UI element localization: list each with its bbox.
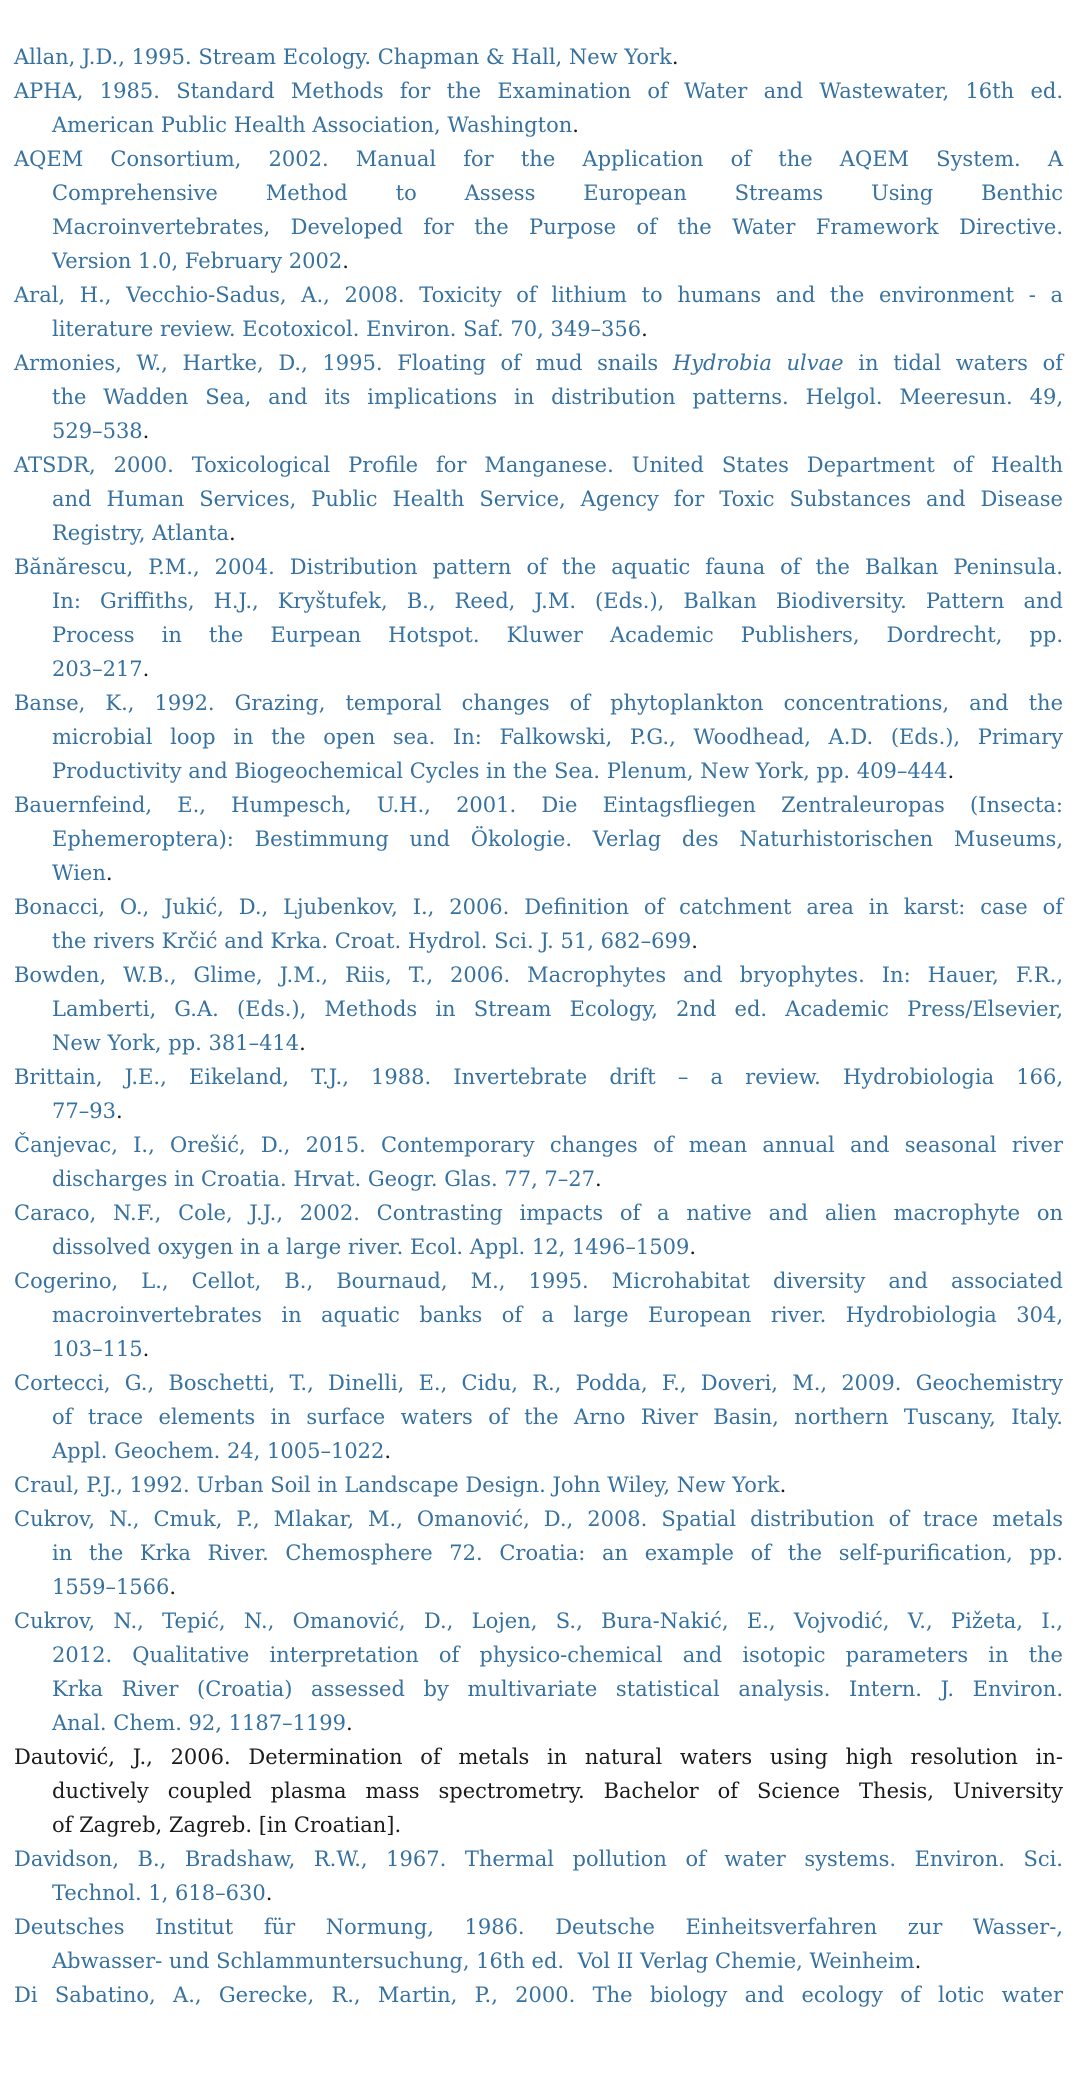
reference-line — [14, 40, 1063, 74]
reference-link[interactable]: New York, pp. 381–414 — [52, 1031, 300, 1055]
reference-line — [14, 1536, 1063, 1570]
reference-line — [14, 550, 1063, 584]
reference-link[interactable]: in the Krka River. Chemosphere 72. Croatia: an example of the self-purification, pp. — [52, 1541, 1063, 1565]
reference-line — [14, 142, 1063, 176]
reference-entry — [14, 1978, 1063, 2012]
reference-entry — [14, 1060, 1063, 1128]
reference-text: . — [595, 1167, 602, 1191]
reference-link[interactable]: Bănărescu, P.M., 2004. Distribution pattern of the aquatic fauna of the Balkan Peninsula. — [14, 555, 1063, 579]
reference-line — [14, 1264, 1063, 1298]
reference-entry — [14, 958, 1063, 1060]
reference-link[interactable]: Deutsches Institut für Normung, 1986. Deutsche Einheitsverfahren zur Wasser-, — [14, 1915, 1063, 1939]
reference-line — [14, 1978, 1063, 2012]
reference-link[interactable]: and Human Services, Public Health Service, Agency for Toxic Substances and Disease — [52, 487, 1063, 511]
reference-text: . — [346, 1711, 353, 1735]
reference-entry — [14, 346, 1063, 448]
reference-link[interactable]: Banse, K., 1992. Grazing, temporal changes of phytoplankton concentrations, and the — [14, 691, 1063, 715]
reference-line — [14, 1332, 1063, 1366]
reference-entry — [14, 1740, 1063, 1842]
reference-text: . — [142, 1337, 150, 1361]
reference-link[interactable]: In: Griffiths, H.J., Kryštufek, B., Reed, J.M. (Eds.), Balkan Biodiversity. Pattern and — [52, 589, 1063, 613]
reference-line — [14, 1774, 1063, 1808]
reference-link[interactable]: 203–217 — [52, 657, 143, 681]
reference-text: . — [384, 1439, 392, 1463]
reference-link[interactable]: Bowden, W.B., Glime, J.M., Riis, T., 2006. Macrophytes and bryophytes. In: Hauer, F.R., — [14, 963, 1063, 987]
reference-link[interactable]: Ephemeroptera): Bestimmung und Ökologie. Verlag des Naturhistorischen Museums, — [52, 827, 1063, 851]
reference-line — [14, 1400, 1063, 1434]
reference-entry — [14, 1842, 1063, 1910]
reference-link[interactable]: American Public Health Association, Washington — [52, 113, 573, 137]
reference-link[interactable]: Caraco, N.F., Cole, J.J., 2002. Contrasting impacts of a native and alien macrophyte on — [14, 1201, 1063, 1225]
reference-line — [14, 414, 1063, 448]
reference-line — [14, 1502, 1063, 1536]
reference-line — [14, 788, 1063, 822]
reference-link[interactable]: macroinvertebrates in aquatic banks of a large European river. Hydrobiologia 304, — [52, 1303, 1063, 1327]
reference-link[interactable]: Technol. 1, 618–630 — [52, 1881, 266, 1905]
reference-text: . — [947, 759, 955, 783]
reference-entry — [14, 1264, 1063, 1366]
reference-text: . — [265, 1881, 273, 1905]
reference-link[interactable]: Allan, J.D., 1995. Stream Ecology. Chapman & Hall, New York — [14, 45, 672, 69]
reference-entry — [14, 1910, 1063, 1978]
reference-text: . — [691, 929, 698, 953]
reference-link[interactable]: 2012. Qualitative interpretation of physico-chemical and isotopic parameters in the — [52, 1643, 1063, 1667]
reference-entry — [14, 686, 1063, 788]
reference-link[interactable]: Hydrobia ulvae — [672, 351, 844, 375]
reference-line — [14, 686, 1063, 720]
reference-line — [14, 1876, 1063, 1910]
reference-entry — [14, 1366, 1063, 1468]
reference-text: . — [342, 249, 349, 273]
reference-line — [14, 1230, 1063, 1264]
reference-line — [14, 1638, 1063, 1672]
reference-line — [14, 1434, 1063, 1468]
reference-entry — [14, 142, 1063, 278]
reference-line — [14, 1604, 1063, 1638]
reference-text: . — [105, 861, 113, 885]
reference-line — [14, 176, 1063, 210]
reference-line — [14, 720, 1063, 754]
reference-line — [14, 380, 1063, 414]
reference-link[interactable]: Cortecci, G., Boschetti, T., Dinelli, E., Cidu, R., Podda, F., Doveri, M., 2009. Geochemistry — [14, 1371, 1063, 1395]
reference-link[interactable]: Di Sabatino, A., Gerecke, R., Martin, P., 2000. The biology and ecology of lotic water — [14, 1983, 1063, 2007]
reference-entry — [14, 1468, 1063, 1502]
reference-text: . — [779, 1473, 787, 1497]
reference-line — [14, 516, 1063, 550]
reference-text: . — [115, 1099, 123, 1123]
reference-entry — [14, 1196, 1063, 1264]
reference-line — [14, 1366, 1063, 1400]
reference-link[interactable]: 1559–1566 — [52, 1575, 170, 1599]
reference-line — [14, 1910, 1063, 1944]
reference-line — [14, 1026, 1063, 1060]
reference-link[interactable]: 529–538 — [52, 419, 143, 443]
reference-line — [14, 1740, 1063, 1774]
reference-link[interactable]: the Wadden Sea, and its implications in distribution patterns. Helgol. Meeresun. 49, — [52, 385, 1063, 409]
reference-line — [14, 312, 1063, 346]
reference-text: . — [169, 1575, 177, 1599]
reference-line — [14, 1128, 1063, 1162]
reference-link[interactable]: Productivity and Biogeochemical Cycles in the Sea. Plenum, New York, pp. 409–444 — [52, 759, 948, 783]
reference-link[interactable]: microbial loop in the open sea. In: Falkowski, P.G., Woodhead, A.D. (Eds.), Primary — [52, 725, 1063, 749]
reference-text: . — [229, 521, 236, 545]
reference-line — [14, 958, 1063, 992]
reference-link[interactable]: Registry, Atlanta — [52, 521, 230, 545]
reference-link[interactable]: Version 1.0, February 2002 — [52, 249, 343, 273]
reference-link[interactable]: of trace elements in surface waters of the Arno River Basin, northern Tuscany, Italy. — [52, 1405, 1063, 1429]
reference-entry — [14, 1128, 1063, 1196]
reference-line — [14, 74, 1063, 108]
reference-entry — [14, 550, 1063, 686]
reference-line — [14, 346, 1063, 380]
reference-link[interactable]: Krka River (Croatia) assessed by multivariate statistical analysis. Intern. J. Environ. — [52, 1677, 1063, 1701]
reference-link[interactable]: Lamberti, G.A. (Eds.), Methods in Stream Ecology, 2nd ed. Academic Press/Elsevier, — [52, 997, 1063, 1021]
reference-link[interactable]: 103–115 — [52, 1337, 143, 1361]
reference-entry — [14, 448, 1063, 550]
reference-entry — [14, 74, 1063, 142]
reference-text: . — [671, 45, 679, 69]
reference-link[interactable]: ATSDR, 2000. Toxicological Profile for Manganese. United States Department of Health — [14, 453, 1063, 477]
reference-entry — [14, 278, 1063, 346]
reference-line — [14, 754, 1063, 788]
reference-link[interactable]: Bauernfeind, E., Humpesch, U.H., 2001. Die Eintagsfliegen Zentraleuropas (Insecta: — [14, 793, 1063, 817]
reference-entry — [14, 1604, 1063, 1740]
reference-entry — [14, 890, 1063, 958]
reference-text: . — [914, 1949, 922, 1973]
reference-text: . — [299, 1031, 306, 1055]
reference-link[interactable]: Macroinvertebrates, Developed for the Purpose of the Water Framework Directive. — [52, 215, 1063, 239]
reference-text: . — [142, 419, 150, 443]
reference-line — [14, 1298, 1063, 1332]
reference-line — [14, 448, 1063, 482]
reference-link[interactable]: Bonacci, O., Jukić, D., Ljubenkov, I., 2006. Definition of catchment area in karst: case of — [14, 895, 1063, 919]
reference-text: . — [142, 657, 150, 681]
reference-list — [14, 40, 1063, 2012]
reference-line — [14, 1468, 1063, 1502]
reference-line — [14, 1706, 1063, 1740]
reference-entry — [14, 788, 1063, 890]
reference-line — [14, 210, 1063, 244]
reference-line — [14, 1570, 1063, 1604]
reference-text: ductively coupled plasma mass spectrometry. Bachelor of Science Thesis, University — [52, 1779, 1063, 1803]
reference-link[interactable]: Cukrov, N., Tepić, N., Omanović, D., Lojen, S., Bura-Nakić, E., Vojvodić, V., Pižeta, I., — [14, 1609, 1063, 1633]
reference-link[interactable]: dissolved oxygen in a large river. Ecol. Appl. 12, 1496–1509 — [52, 1235, 690, 1259]
reference-link[interactable]: Wien — [52, 861, 106, 885]
reference-line — [14, 924, 1063, 958]
reference-link[interactable]: Čanjevac, I., Orešić, D., 2015. Contemporary changes of mean annual and seasonal river — [14, 1133, 1063, 1157]
reference-entry — [14, 1502, 1063, 1604]
reference-text: of Zagreb, Zagreb. [in Croatian]. — [52, 1813, 402, 1837]
reference-line — [14, 822, 1063, 856]
reference-link[interactable]: 77–93 — [52, 1099, 116, 1123]
reference-line — [14, 856, 1063, 890]
reference-link[interactable]: Anal. Chem. 92, 1187–1199 — [52, 1711, 347, 1735]
reference-line — [14, 1060, 1063, 1094]
reference-link[interactable]: Brittain, J.E., Eikeland, T.J., 1988. Invertebrate drift – a review. Hydrobiologia 166, — [14, 1065, 1063, 1089]
reference-line — [14, 244, 1063, 278]
reference-link[interactable]: literature review. Ecotoxicol. Environ. Saf. 70, 349–356 — [52, 317, 642, 341]
reference-link[interactable]: the rivers Krčić and Krka. Croat. Hydrol. Sci. J. 51, 682–699 — [52, 929, 692, 953]
reference-line — [14, 890, 1063, 924]
reference-link[interactable]: APHA, 1985. Standard Methods for the Examination of Water and Wastewater, 16th ed. — [14, 79, 1063, 103]
reference-text: . — [572, 113, 579, 137]
reference-link[interactable]: Cogerino, L., Cellot, B., Bournaud, M., 1995. Microhabitat diversity and associated — [14, 1269, 1063, 1293]
reference-line — [14, 652, 1063, 686]
reference-line — [14, 1672, 1063, 1706]
reference-line — [14, 584, 1063, 618]
reference-line — [14, 1162, 1063, 1196]
reference-line — [14, 1196, 1063, 1230]
reference-line — [14, 992, 1063, 1026]
reference-line — [14, 482, 1063, 516]
reference-line — [14, 108, 1063, 142]
reference-link[interactable]: AQEM Consortium, 2002. Manual for the Application of the AQEM System. A — [14, 147, 1063, 171]
reference-link[interactable]: discharges in Croatia. Hrvat. Geogr. Glas. 77, 7–27 — [52, 1167, 596, 1191]
reference-entry — [14, 40, 1063, 74]
reference-link[interactable]: Davidson, B., Bradshaw, R.W., 1967. Thermal pollution of water systems. Environ. Sci. — [14, 1847, 1063, 1871]
reference-line — [14, 618, 1063, 652]
reference-line — [14, 278, 1063, 312]
reference-line — [14, 1944, 1063, 1978]
reference-link[interactable]: Process in the Eurpean Hotspot. Kluwer Academic Publishers, Dordrecht, pp. — [52, 623, 1063, 647]
reference-link[interactable]: Appl. Geochem. 24, 1005–1022 — [52, 1439, 385, 1463]
reference-text: Dautović, J., 2006. Determination of metals in natural waters using high resolution in- — [14, 1745, 1063, 1769]
reference-link[interactable]: Aral, H., Vecchio-Sadus, A., 2008. Toxicity of lithium to humans and the environment - a — [14, 283, 1063, 307]
reference-link[interactable]: in tidal waters of — [843, 351, 1063, 375]
reference-link[interactable]: Abwasser- und Schlammuntersuchung, 16th ed. Vol II Verlag Chemie, Weinheim — [52, 1949, 915, 1973]
reference-link[interactable]: Armonies, W., Hartke, D., 1995. Floating of mud snails — [14, 351, 673, 375]
reference-link[interactable]: Cukrov, N., Cmuk, P., Mlakar, M., Omanović, D., 2008. Spatial distribution of trace metals — [14, 1507, 1063, 1531]
reference-line — [14, 1808, 1063, 1842]
reference-link[interactable]: Craul, P.J., 1992. Urban Soil in Landscape Design. John Wiley, New York — [14, 1473, 780, 1497]
reference-link[interactable]: Comprehensive Method to Assess European Streams Using Benthic — [52, 181, 1063, 205]
reference-text: . — [641, 317, 648, 341]
reference-line — [14, 1842, 1063, 1876]
reference-text: . — [689, 1235, 697, 1259]
reference-line — [14, 1094, 1063, 1128]
